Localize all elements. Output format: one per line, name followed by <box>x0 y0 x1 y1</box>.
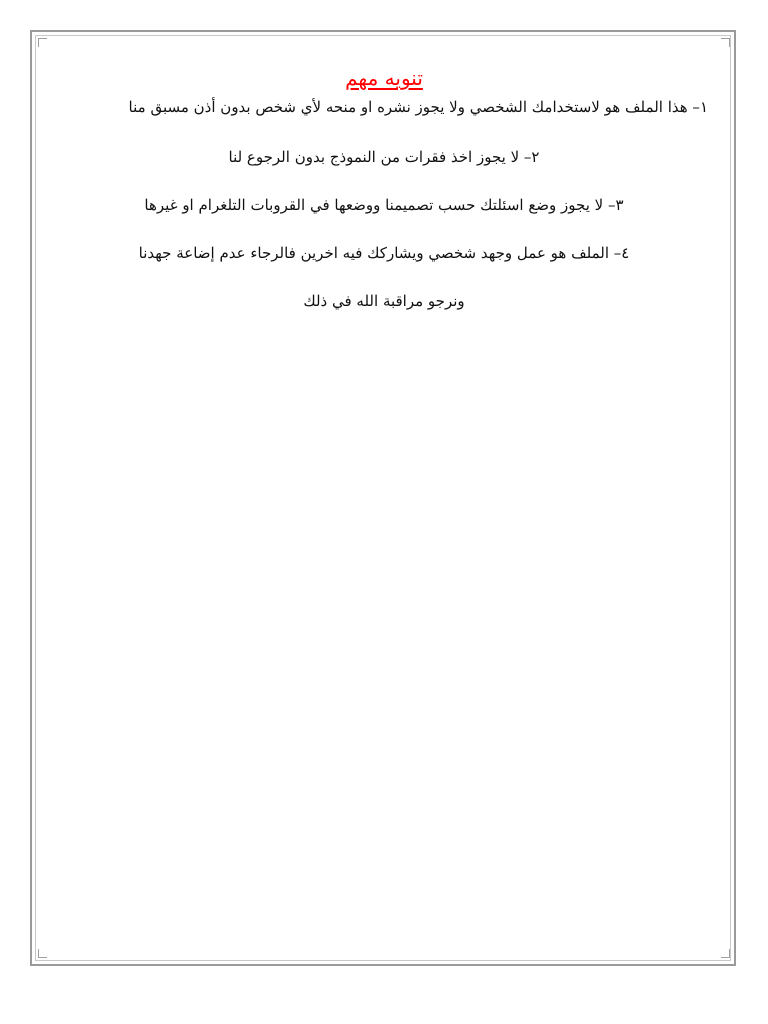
notice-line-5: ونرجو مراقبة الله في ذلك <box>303 292 465 310</box>
notice-content <box>60 62 708 312</box>
border-corner-ornament <box>38 949 47 958</box>
border-corner-ornament <box>721 949 730 958</box>
notice-title: تنويه مهم <box>345 66 423 90</box>
border-corner-ornament <box>38 38 47 47</box>
notice-line-4: ٤– الملف هو عمل وجهد شخصي ويشاركك فيه اخرين فالرجاء عدم إضاعة جهدنا <box>138 244 630 262</box>
border-corner-ornament <box>721 38 730 47</box>
notice-line-1: ١– هذا الملف هو لاستخدامك الشخصي ولا يجوز نشره او منحه لأي شخص بدون أذن مسبق منا <box>128 98 708 116</box>
notice-line-2: ٢– لا يجوز اخذ فقرات من النموذج بدون الرجوع لنا <box>228 148 540 166</box>
notice-line-3: ٣– لا يجوز وضع اسئلتك حسب تصميمنا ووضعها في القروبات التلغرام او غيرها <box>144 196 624 214</box>
